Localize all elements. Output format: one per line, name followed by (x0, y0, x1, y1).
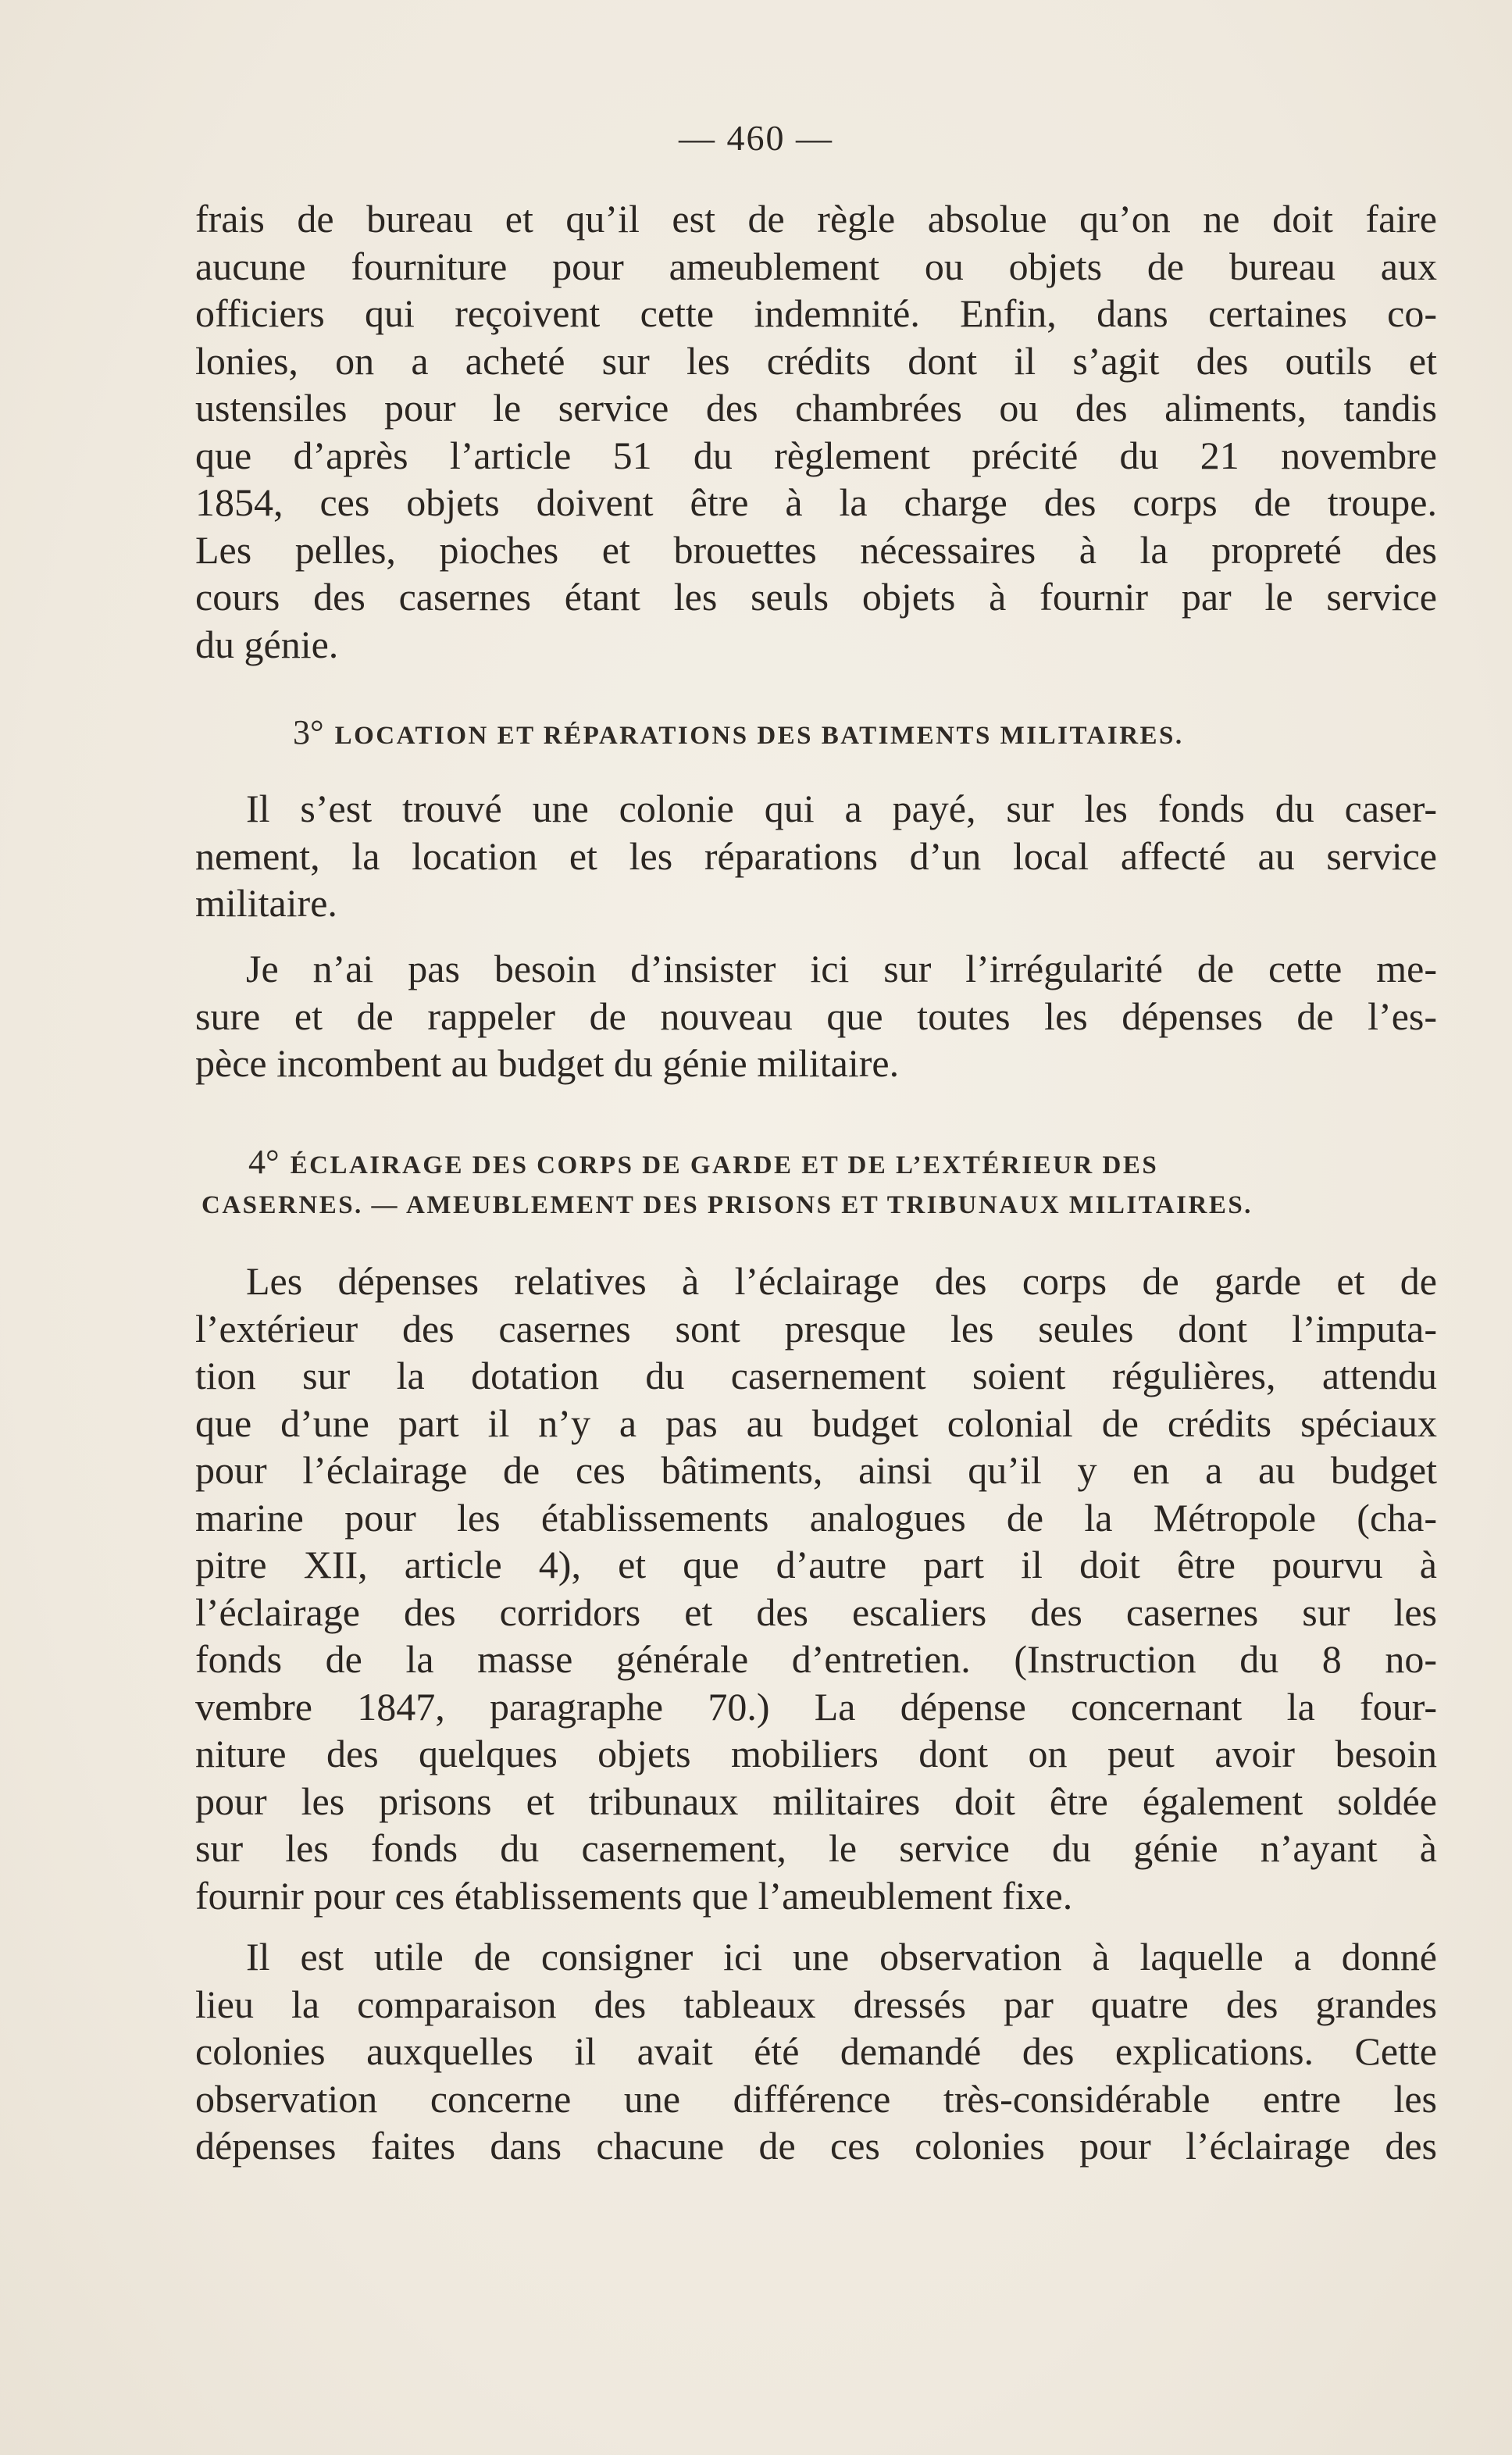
text-line: 1854, ces objets doivent être à la charge des corps de troupe. (195, 480, 1437, 524)
page-number: — 460 — (679, 118, 833, 158)
paragraph (195, 945, 1437, 1087)
text-line: l’éclairage des corridors et des escaliers des casernes sur les (195, 1590, 1437, 1634)
text-line: sure et de rappeler de nouveau que toutes les dépenses de l’es- (195, 994, 1437, 1038)
text-line: colonies auxquelles il avait été demandé des explications. Cette (195, 2029, 1437, 2073)
paragraph (195, 1258, 1437, 1919)
text-line: marine pour les établissements analogues de la Métropole (cha- (195, 1495, 1437, 1540)
text-line: dépenses faites dans chacune de ces colonies pour l’éclairage des (195, 2124, 1437, 2168)
text-line: vembre 1847, paragraphe 70.) La dépense concernant la four- (195, 1684, 1437, 1729)
section-title-line2: CASERNES. — AMEUBLEMENT DES PRISONS ET TRIBUNAUX MILITAIRES. (201, 1191, 1253, 1219)
text-line: pitre XII, article 4), et que d’autre part il doit être pourvu à (195, 1543, 1437, 1586)
text-line: aucune fourniture pour ameublement ou objets de bureau aux (195, 244, 1437, 288)
text-line: que d’une part il n’y a pas au budget colonial de crédits spéciaux (195, 1401, 1437, 1445)
text-line: nement, la location et les réparations d’un local affecté au service (195, 833, 1437, 878)
text-line: Il s’est trouvé une colonie qui a payé, sur les fonds du caser- (246, 787, 1437, 830)
text-line: militaire. (195, 881, 337, 925)
text-line: sur les fonds du casernement, le service du génie n’ayant à (195, 1826, 1437, 1870)
text-line: pour les prisons et tribunaux militaires doit être également soldée (195, 1779, 1437, 1823)
section-title-line1: ÉCLAIRAGE DES CORPS DE GARDE ET DE L’EXTÉRIEUR DES (290, 1151, 1159, 1179)
text-line: Il est utile de consigner ici une observation à laquelle a donné (246, 1935, 1437, 1979)
text-line: tion sur la dotation du casernement soient régulières, attendu (195, 1354, 1437, 1397)
text-line: que d’après l’article 51 du règlement précité du 21 novembre (195, 433, 1437, 477)
text-line: pèce incombent au budget du génie militaire. (195, 1041, 900, 1085)
text-line: cours des casernes étant les seuls objets à fournir par le service (195, 575, 1437, 619)
section-number: 4° (248, 1143, 280, 1181)
text-line: fonds de la masse générale d’entretien. (Instruction du 8 no- (195, 1637, 1437, 1681)
paragraph-continuation (195, 195, 1437, 668)
section-heading-4 (248, 1142, 1158, 1182)
text-line: frais de bureau et qu’il est de règle absolue qu’on ne doit faire (195, 197, 1437, 241)
text-line: l’extérieur des casernes sont presque les seules dont l’imputa- (195, 1306, 1437, 1351)
text-line: Les pelles, pioches et brouettes nécessaires à la propreté des (195, 527, 1437, 572)
section-heading-3 (293, 712, 1184, 752)
text-line: pour l’éclairage de ces bâtiments, ainsi qu’il y en a au budget (195, 1448, 1437, 1492)
section-number: 3° (293, 713, 324, 751)
text-line: officiers qui reçoivent cette indemnité. Enfin, dans certaines co- (195, 291, 1437, 335)
text-line: ustensiles pour le service des chambrées ou des aliments, tandis (195, 386, 1437, 430)
text-line: fournir pour ces établissements que l’ameublement fixe. (195, 1873, 1073, 1918)
section-title: LOCATION ET RÉPARATIONS DES BATIMENTS MILITAIRES. (334, 722, 1184, 750)
text-line: lieu la comparaison des tableaux dressés par quatre des grandes (195, 1982, 1437, 2026)
text-line: lonies, on a acheté sur les crédits dont il s’agit des outils et (195, 338, 1437, 383)
text-line: niture des quelques objets mobiliers dont on peut avoir besoin (195, 1732, 1437, 1775)
paragraph (195, 785, 1437, 927)
text-line: observation concerne une différence très-considérable entre les (195, 2076, 1437, 2121)
paragraph (195, 1933, 1437, 2170)
text-line: Je n’ai pas besoin d’insister ici sur l’irrégularité de cette me- (246, 947, 1437, 990)
text-line: Les dépenses relatives à l’éclairage des corps de garde et de (246, 1259, 1437, 1303)
section-heading-4-continued (201, 1191, 1253, 1220)
text-line: du génie. (195, 622, 339, 666)
